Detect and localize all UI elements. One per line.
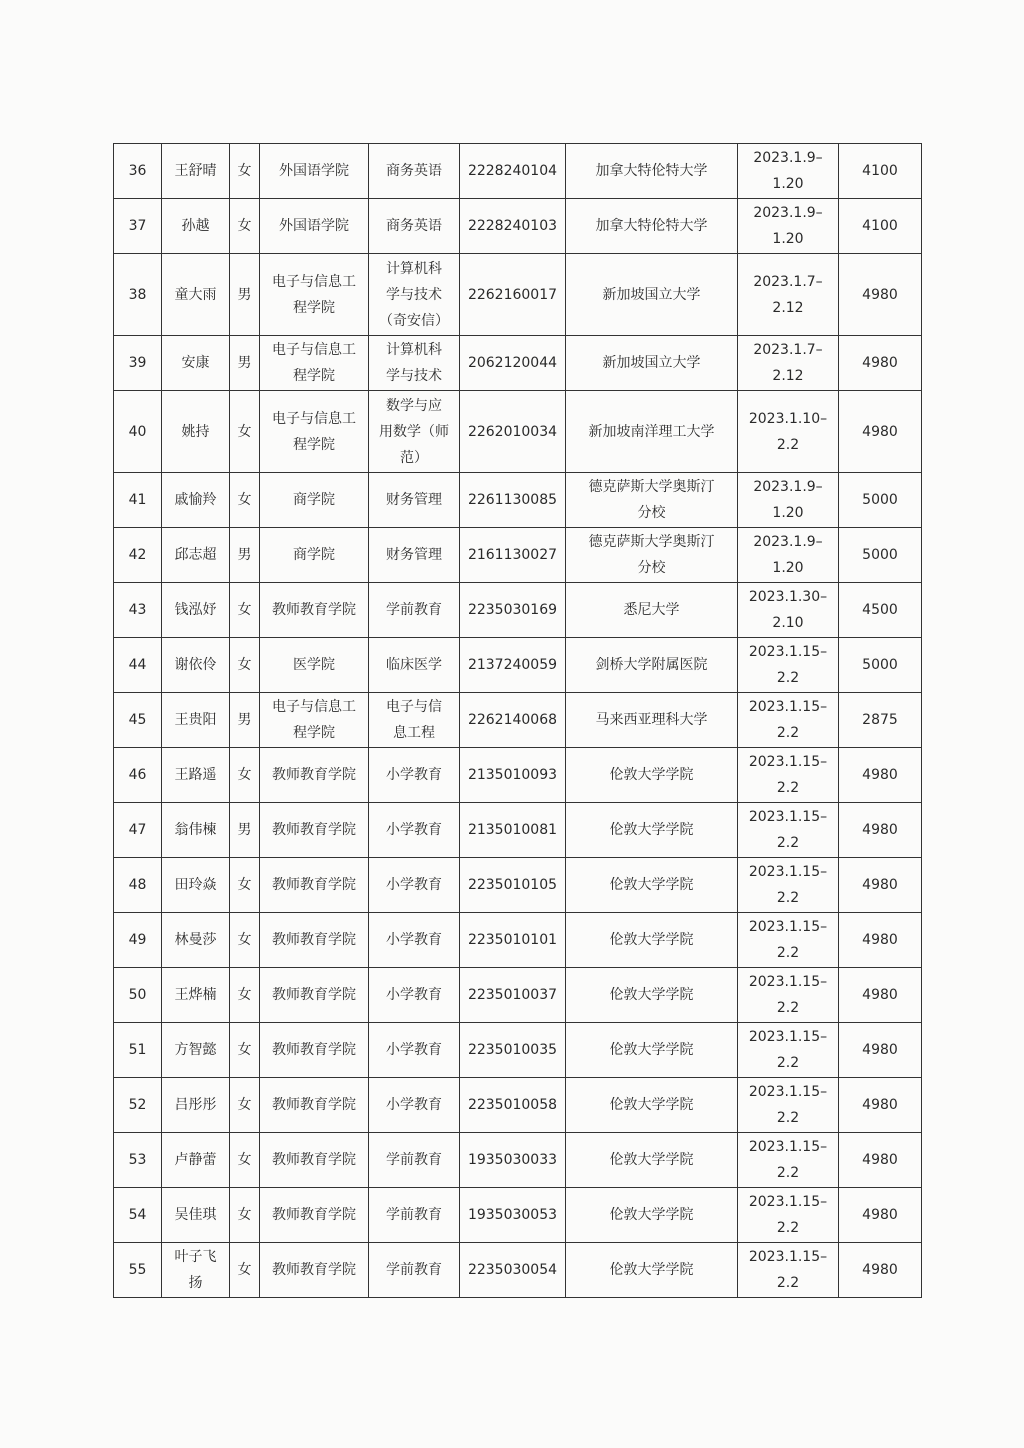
cell-fee: 2875 [839,693,922,748]
cell-gender: 女 [230,583,260,638]
cell-student-id: 2161130027 [460,528,566,583]
table-row [114,144,922,199]
cell-destination: 伦敦大学学院 [566,1243,738,1298]
cell-gender: 女 [230,1023,260,1078]
cell-destination: 马来西亚理科大学 [566,693,738,748]
cell-fee: 4980 [839,254,922,336]
cell-number: 40 [114,391,162,473]
roster-table [113,143,922,1298]
cell-student-id: 2235010058 [460,1078,566,1133]
cell-student-id: 1935030053 [460,1188,566,1243]
cell-number: 47 [114,803,162,858]
cell-college: 教师教育学院 [260,858,369,913]
cell-gender: 男 [230,528,260,583]
cell-gender: 女 [230,1188,260,1243]
table-row [114,1023,922,1078]
cell-name: 戚愉羚 [162,473,230,528]
cell-fee: 4980 [839,913,922,968]
cell-destination: 德克萨斯大学奥斯汀 分校 [566,473,738,528]
cell-gender: 女 [230,473,260,528]
cell-student-id: 2228240104 [460,144,566,199]
cell-number: 54 [114,1188,162,1243]
cell-number: 42 [114,528,162,583]
cell-college: 教师教育学院 [260,1023,369,1078]
table-row [114,528,922,583]
cell-destination: 悉尼大学 [566,583,738,638]
cell-student-id: 2235030054 [460,1243,566,1298]
table-row [114,803,922,858]
cell-college: 教师教育学院 [260,803,369,858]
cell-name: 叶子飞 扬 [162,1243,230,1298]
cell-major: 学前教育 [369,1243,460,1298]
cell-college: 外国语学院 [260,144,369,199]
cell-number: 50 [114,968,162,1023]
cell-dates: 2023.1.15– 2.2 [738,858,839,913]
cell-number: 53 [114,1133,162,1188]
cell-number: 55 [114,1243,162,1298]
cell-major: 财务管理 [369,528,460,583]
cell-dates: 2023.1.9– 1.20 [738,528,839,583]
cell-college: 教师教育学院 [260,1188,369,1243]
cell-student-id: 2235010101 [460,913,566,968]
cell-student-id: 2262010034 [460,391,566,473]
cell-gender: 女 [230,748,260,803]
cell-destination: 伦敦大学学院 [566,803,738,858]
cell-name: 安康 [162,336,230,391]
cell-major: 计算机科 学与技术 [369,336,460,391]
cell-gender: 女 [230,391,260,473]
cell-destination: 加拿大特伦特大学 [566,144,738,199]
cell-number: 52 [114,1078,162,1133]
cell-destination: 伦敦大学学院 [566,913,738,968]
cell-dates: 2023.1.15– 2.2 [738,913,839,968]
cell-gender: 女 [230,858,260,913]
cell-number: 41 [114,473,162,528]
cell-gender: 女 [230,1078,260,1133]
cell-college: 电子与信息工 程学院 [260,391,369,473]
cell-college: 外国语学院 [260,199,369,254]
cell-gender: 女 [230,199,260,254]
cell-student-id: 2262140068 [460,693,566,748]
cell-dates: 2023.1.15– 2.2 [738,638,839,693]
cell-major: 小学教育 [369,858,460,913]
cell-dates: 2023.1.15– 2.2 [738,1078,839,1133]
cell-name: 方智懿 [162,1023,230,1078]
cell-major: 临床医学 [369,638,460,693]
cell-major: 学前教育 [369,583,460,638]
cell-fee: 5000 [839,473,922,528]
cell-fee: 4980 [839,968,922,1023]
cell-name: 王贵阳 [162,693,230,748]
cell-college: 教师教育学院 [260,748,369,803]
table-row [114,913,922,968]
cell-name: 吕彤彤 [162,1078,230,1133]
cell-major: 数学与应 用数学（师 范） [369,391,460,473]
cell-major: 电子与信 息工程 [369,693,460,748]
cell-college: 教师教育学院 [260,583,369,638]
cell-dates: 2023.1.15– 2.2 [738,693,839,748]
cell-destination: 伦敦大学学院 [566,858,738,913]
cell-number: 49 [114,913,162,968]
cell-number: 45 [114,693,162,748]
cell-name: 孙越 [162,199,230,254]
cell-name: 王舒晴 [162,144,230,199]
cell-student-id: 2062120044 [460,336,566,391]
cell-name: 童大雨 [162,254,230,336]
cell-college: 教师教育学院 [260,1243,369,1298]
cell-fee: 4980 [839,1023,922,1078]
cell-number: 39 [114,336,162,391]
cell-student-id: 2235030169 [460,583,566,638]
cell-destination: 新加坡国立大学 [566,336,738,391]
cell-college: 电子与信息工 程学院 [260,336,369,391]
cell-number: 46 [114,748,162,803]
cell-gender: 女 [230,1243,260,1298]
cell-fee: 4980 [839,748,922,803]
cell-destination: 伦敦大学学院 [566,1133,738,1188]
cell-student-id: 2262160017 [460,254,566,336]
cell-destination: 伦敦大学学院 [566,1188,738,1243]
cell-gender: 女 [230,913,260,968]
cell-destination: 伦敦大学学院 [566,748,738,803]
cell-college: 教师教育学院 [260,1133,369,1188]
cell-name: 田玲焱 [162,858,230,913]
cell-major: 商务英语 [369,199,460,254]
table-row [114,1078,922,1133]
cell-college: 商学院 [260,528,369,583]
cell-gender: 男 [230,693,260,748]
cell-fee: 4980 [839,803,922,858]
cell-name: 邱志超 [162,528,230,583]
cell-student-id: 2235010105 [460,858,566,913]
cell-name: 钱泓妤 [162,583,230,638]
cell-fee: 4980 [839,336,922,391]
table-row [114,1243,922,1298]
cell-fee: 4100 [839,144,922,199]
cell-college: 商学院 [260,473,369,528]
cell-dates: 2023.1.15– 2.2 [738,1023,839,1078]
cell-college: 教师教育学院 [260,968,369,1023]
cell-gender: 男 [230,254,260,336]
table-row [114,968,922,1023]
cell-number: 36 [114,144,162,199]
cell-number: 37 [114,199,162,254]
table-row [114,858,922,913]
cell-gender: 女 [230,638,260,693]
cell-destination: 新加坡国立大学 [566,254,738,336]
cell-student-id: 2235010035 [460,1023,566,1078]
cell-destination: 德克萨斯大学奥斯汀 分校 [566,528,738,583]
cell-name: 王路遥 [162,748,230,803]
cell-college: 医学院 [260,638,369,693]
table-row [114,254,922,336]
cell-destination: 伦敦大学学院 [566,968,738,1023]
cell-fee: 4980 [839,391,922,473]
cell-student-id: 2135010093 [460,748,566,803]
cell-fee: 4980 [839,1243,922,1298]
cell-destination: 伦敦大学学院 [566,1078,738,1133]
cell-fee: 4980 [839,1133,922,1188]
cell-fee: 4500 [839,583,922,638]
cell-major: 学前教育 [369,1188,460,1243]
cell-student-id: 2228240103 [460,199,566,254]
cell-major: 计算机科 学与技术 （奇安信） [369,254,460,336]
cell-destination: 伦敦大学学院 [566,1023,738,1078]
cell-fee: 5000 [839,638,922,693]
cell-major: 财务管理 [369,473,460,528]
cell-destination: 加拿大特伦特大学 [566,199,738,254]
cell-name: 卢静蕾 [162,1133,230,1188]
cell-college: 电子与信息工 程学院 [260,693,369,748]
cell-major: 小学教育 [369,1078,460,1133]
table-row [114,336,922,391]
cell-dates: 2023.1.7– 2.12 [738,254,839,336]
cell-major: 商务英语 [369,144,460,199]
cell-gender: 女 [230,968,260,1023]
cell-dates: 2023.1.9– 1.20 [738,473,839,528]
cell-number: 48 [114,858,162,913]
cell-gender: 男 [230,803,260,858]
table-row [114,693,922,748]
cell-major: 小学教育 [369,1023,460,1078]
cell-name: 姚持 [162,391,230,473]
cell-dates: 2023.1.9– 1.20 [738,199,839,254]
cell-major: 小学教育 [369,748,460,803]
cell-gender: 女 [230,144,260,199]
table-row [114,748,922,803]
cell-dates: 2023.1.10– 2.2 [738,391,839,473]
cell-dates: 2023.1.15– 2.2 [738,1243,839,1298]
cell-destination: 新加坡南洋理工大学 [566,391,738,473]
cell-destination: 剑桥大学附属医院 [566,638,738,693]
cell-major: 小学教育 [369,968,460,1023]
cell-fee: 4980 [839,1188,922,1243]
cell-student-id: 2235010037 [460,968,566,1023]
table-row [114,1133,922,1188]
cell-student-id: 2135010081 [460,803,566,858]
cell-fee: 4100 [839,199,922,254]
cell-gender: 女 [230,1133,260,1188]
cell-student-id: 2261130085 [460,473,566,528]
cell-fee: 4980 [839,858,922,913]
cell-dates: 2023.1.9– 1.20 [738,144,839,199]
cell-number: 38 [114,254,162,336]
cell-dates: 2023.1.30– 2.10 [738,583,839,638]
cell-name: 王烨楠 [162,968,230,1023]
cell-dates: 2023.1.15– 2.2 [738,1188,839,1243]
table-row [114,473,922,528]
cell-fee: 4980 [839,1078,922,1133]
cell-name: 谢依伶 [162,638,230,693]
cell-gender: 男 [230,336,260,391]
cell-name: 翁伟楝 [162,803,230,858]
cell-name: 吴佳琪 [162,1188,230,1243]
cell-college: 电子与信息工 程学院 [260,254,369,336]
cell-major: 小学教育 [369,803,460,858]
cell-number: 51 [114,1023,162,1078]
cell-dates: 2023.1.15– 2.2 [738,968,839,1023]
table-row [114,391,922,473]
cell-dates: 2023.1.15– 2.2 [738,1133,839,1188]
cell-number: 43 [114,583,162,638]
cell-name: 林曼莎 [162,913,230,968]
cell-dates: 2023.1.15– 2.2 [738,748,839,803]
cell-number: 44 [114,638,162,693]
cell-dates: 2023.1.15– 2.2 [738,803,839,858]
cell-major: 学前教育 [369,1133,460,1188]
table-row [114,199,922,254]
cell-college: 教师教育学院 [260,913,369,968]
cell-student-id: 2137240059 [460,638,566,693]
cell-major: 小学教育 [369,913,460,968]
table-row [114,1188,922,1243]
cell-fee: 5000 [839,528,922,583]
table-row [114,583,922,638]
roster-body [114,144,922,1298]
cell-college: 教师教育学院 [260,1078,369,1133]
cell-dates: 2023.1.7– 2.12 [738,336,839,391]
table-row [114,638,922,693]
cell-student-id: 1935030033 [460,1133,566,1188]
